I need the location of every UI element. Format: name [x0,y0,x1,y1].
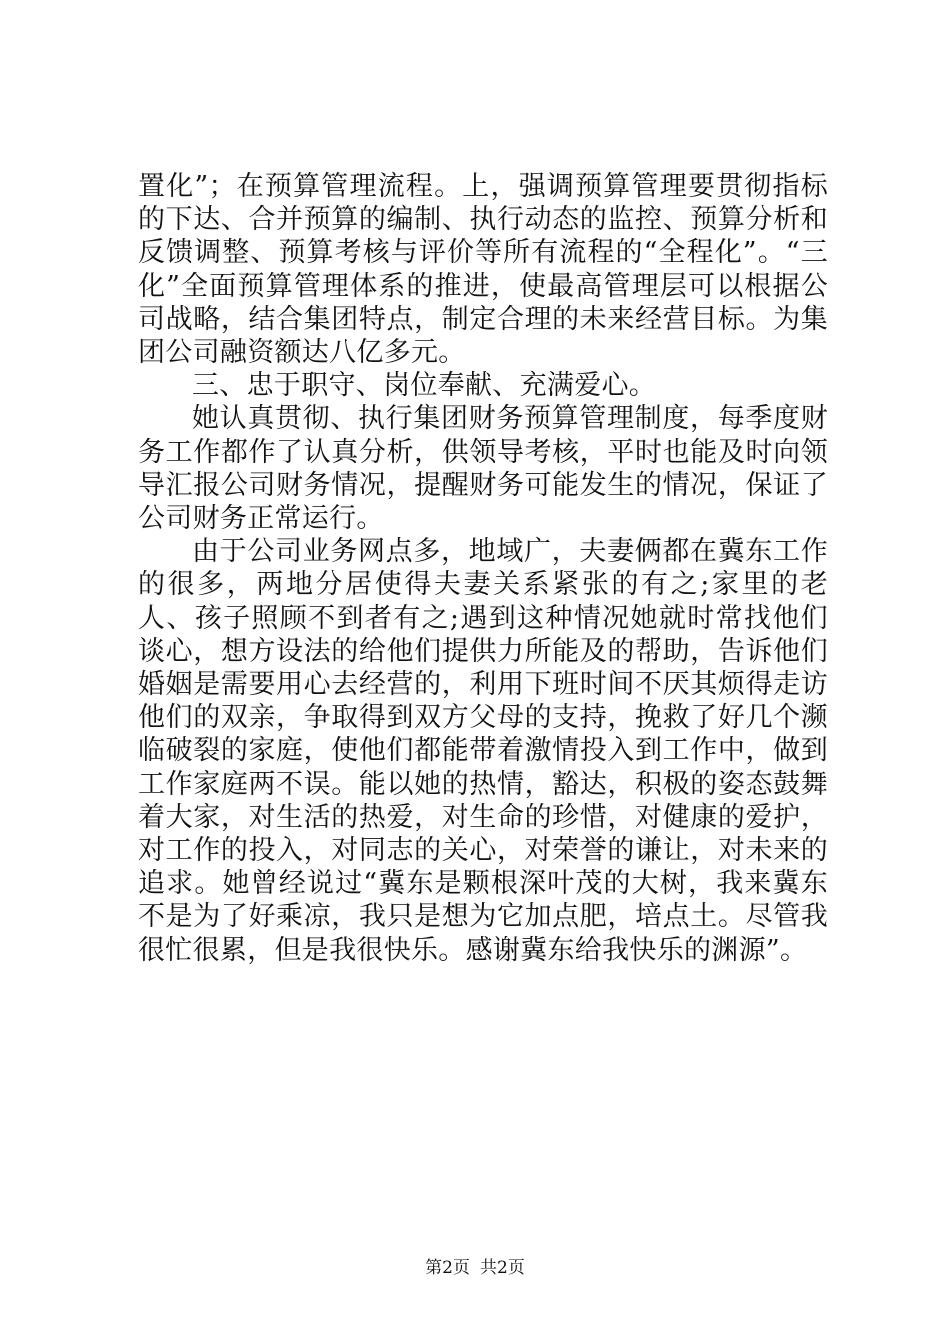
page-number: 第2页 [425,1258,470,1278]
page-total: 共2页 [480,1258,525,1278]
document-body [138,170,828,967]
page-footer [0,1258,950,1278]
paragraph: 她认真贯彻、执行集团财务预算管理制度，每季度财务工作都作了认真分析，供领导考核，平时也能及时向领导汇报公司财务情况，提醒财务可能发生的情况，保证了公司财务正常运行。 [138,403,828,535]
paragraph-continuation: 置化”；在预算管理流程。上，强调预算管理要贯彻指标的下达、合并预算的编制、执行动态的监控、预算分析和反馈调整、预算考核与评价等所有流程的“全程化”。“三化”全面预算管理体系的推进，使最高管理层可以根据公司战略，结合集团特点，制定合理的未来经营目标。为集团公司融资额达八亿多元。 [138,171,828,369]
section-heading: 三、忠于职守、岗位奉献、充满爱心。 [192,370,657,402]
paragraph: 由于公司业务网点多，地域广，夫妻俩都在冀东工作的很多，两地分居使得夫妻关系紧张的有之;家里的老人、孩子照顾不到者有之;遇到这种情况她就时常找他们谈心，想方设法的给他们提供力所能及的帮助，告诉他们婚姻是需要用心去经营的，利用下班时间不厌其烦得走访他们的双亲，争取得到双方父母的支持，挽救了好几个濒临破裂的家庭，使他们都能带着激情投入到工作中，做到工作家庭两不误。能以她的热情，豁达，积极的姿态鼓舞着大家，对生活的热爱，对生命的珍惜，对健康的爱护，对工作的投入，对同志的关心，对荣誉的谦让，对未来的追求。她曾经说过“冀东是颗根深叶茂的大树，我来冀东不是为了好乘凉，我只是想为它加点肥，培点土。尽管我很忙很累，但是我很快乐。感谢冀东给我快乐的渊源”。 [138,536,828,966]
